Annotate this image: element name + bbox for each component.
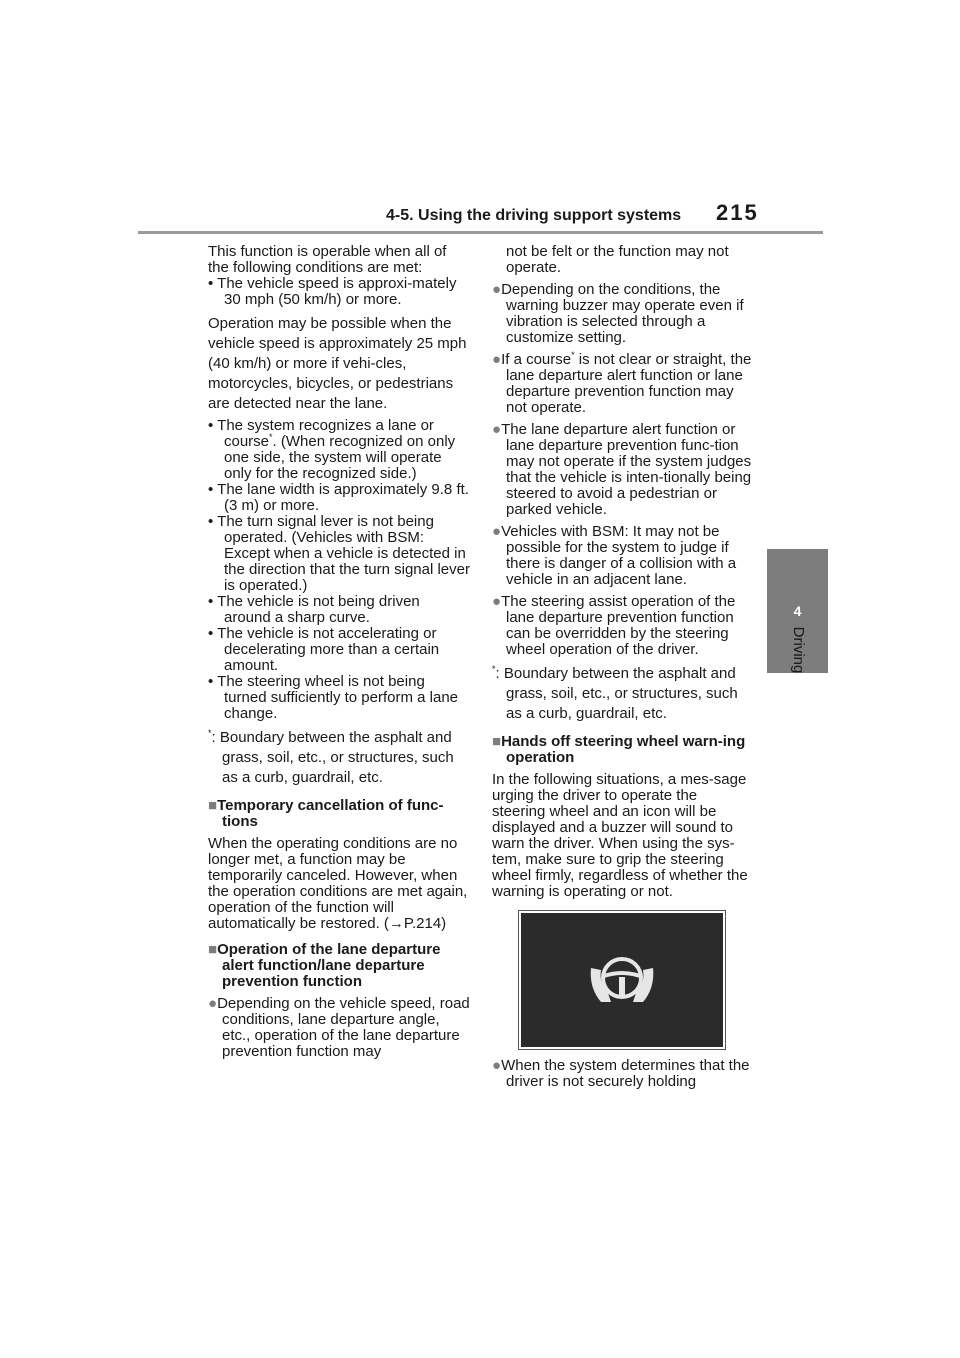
condition-item: • The vehicle is not being driven around a sharp curve. — [208, 593, 420, 626]
circle-bullet-icon: ● — [492, 1057, 502, 1074]
chapter-number: 4 — [793, 603, 802, 619]
bullet-alert — [492, 422, 754, 518]
square-bullet-icon: ■ — [208, 797, 218, 814]
bullet-text: Depending on the conditions, the warning buzzer may operate even if vibration is selected through a customize setting. — [501, 281, 744, 346]
bullet-bsm — [492, 524, 754, 588]
heading-text: Operation of the lane departure alert function/lane departure prevention function — [217, 941, 441, 990]
circle-bullet-icon: ● — [492, 351, 502, 368]
section-heading-temporary-cancellation — [208, 798, 470, 830]
circle-bullet-icon: ● — [492, 523, 502, 540]
condition-item: • The steering wheel is not being turned sufficiently to perform a lane change. — [208, 673, 459, 722]
operation-bullet — [208, 996, 470, 1060]
heading-text: Hands off steering wheel warn-ing operation — [501, 733, 746, 766]
intro-text: This function is operable when all of the following conditions are met: — [208, 243, 447, 276]
condition-item: • The turn signal lever is not being operated. (Vehicles with BSM: Except when a vehicle is detected in the direction that the turn signal lever is operated.) — [208, 513, 470, 594]
continued-text: not be felt or the function may not operate. — [506, 243, 729, 276]
condition-text: The vehicle is not being driven around a sharp curve. — [217, 593, 420, 626]
bullet-text: The lane departure alert function or lane departure prevention func-tion may not operate if the system judges that the vehicle is inten-tionally being steered to avoid a pedestrian or parked vehicle. — [501, 421, 752, 518]
bullet-buzzer — [492, 282, 754, 346]
footnote-mark: * — [269, 432, 273, 442]
bullet-text: When the system determines that the driver is not securely holding — [501, 1057, 750, 1090]
bullet-text: is not clear or straight, the lane departure alert function or lane departure prevention function may not operate. — [506, 351, 752, 416]
bullet-text: If a course — [501, 351, 572, 368]
right-column — [492, 244, 754, 1096]
heading-text: Temporary cancellation of func-tions — [217, 797, 444, 830]
chapter-label: Driving — [790, 626, 807, 674]
left-column — [208, 244, 470, 1066]
hands-off-text: In the following situations, a mes-sage urging the driver to operate the steering wheel and an icon will be displayed and a buzzer will sound to warn the driver. When using the sys-tem, make sure to grip the steering wheel firmly, regardless of whether the warning is operating or not. — [492, 771, 748, 900]
condition-text: . (When recognized on only one side, the system will operate only for the recognized side.) — [224, 433, 456, 482]
conditions-list-1 — [208, 276, 470, 308]
condition-text: The system recognizes a lane or course — [217, 417, 434, 450]
bullet-text: Vehicles with BSM: It may not be possible for the system to judge if there is danger of a collision with a vehicle in an adjacent lane. — [501, 523, 737, 588]
condition-item: • The system recognizes a lane or course*. (When recognized on only one side, the system will operate only for the recognized side.) — [208, 417, 456, 482]
circle-bullet-icon: ● — [208, 995, 218, 1012]
condition-text: The vehicle is not accelerating or decelerating more than a certain amount. — [217, 625, 440, 674]
header-rule — [138, 231, 823, 234]
page-number: 215 — [716, 200, 759, 225]
bullet-override — [492, 594, 754, 658]
bullet-text: Depending on the vehicle speed, road conditions, lane departure angle, etc., operation of the lane departure prevention function may — [217, 995, 470, 1060]
bullet-last — [492, 1058, 754, 1090]
footnote-mark: * — [492, 664, 496, 674]
circle-bullet-icon: ● — [492, 593, 502, 610]
condition-text: The turn signal lever is not being operated. (Vehicles with BSM: Except when a vehicle is detected in the direction that the turn signal lever is operated.) — [217, 513, 470, 594]
footnote-mark: * — [571, 350, 575, 360]
square-bullet-icon: ■ — [492, 733, 502, 750]
condition-item: • The vehicle speed is approxi-mately 30 mph (50 km/h) or more. — [208, 275, 457, 308]
condition-item: • The lane width is approximately 9.8 ft. (3 m) or more. — [208, 481, 469, 514]
circle-bullet-icon: ● — [492, 421, 502, 438]
operation-note: Operation may be possible when the vehicle speed is approximately 25 mph (40 km/h) or more if vehi-cles, motorcycles, bicycles, or pedestrians are detected near the lane. — [208, 315, 467, 412]
footnote — [492, 664, 754, 724]
bullet-course — [492, 352, 754, 416]
circle-bullet-icon: ● — [492, 281, 502, 298]
hands-on-steering-wheel-icon — [587, 950, 657, 1010]
section-heading-operation — [208, 942, 470, 990]
bullet-text: The steering assist operation of the lane departure prevention function can be overridden by the steering wheel operation of the driver. — [501, 593, 736, 658]
temporary-cancellation-text: When the operating conditions are no longer met, a function may be temporarily canceled. However, when the operation conditions are met again, operation of the function will automatically be restored. (→P.214) — [208, 835, 468, 932]
section-heading-hands-off — [492, 734, 754, 766]
footnote — [208, 728, 470, 788]
page-header-title: 4-5. Using the driving support systems — [386, 207, 682, 224]
footnote-text: : Boundary between the asphalt and grass, soil, etc., or structures, such as a curb, guardrail, etc. — [495, 665, 738, 722]
condition-text: The lane width is approximately 9.8 ft. (3 m) or more. — [217, 481, 469, 514]
display-screen — [521, 913, 723, 1047]
footnote-mark: * — [208, 728, 212, 738]
display-illustration — [518, 910, 726, 1050]
condition-text: The vehicle speed is approxi-mately 30 mph (50 km/h) or more. — [217, 275, 457, 308]
square-bullet-icon: ■ — [208, 941, 218, 958]
conditions-list-2 — [208, 418, 470, 722]
condition-item: • The vehicle is not accelerating or decelerating more than a certain amount. — [208, 625, 440, 674]
condition-text: The steering wheel is not being turned sufficiently to perform a lane change. — [217, 673, 459, 722]
footnote-text: : Boundary between the asphalt and grass, soil, etc., or structures, such as a curb, guardrail, etc. — [211, 729, 454, 786]
